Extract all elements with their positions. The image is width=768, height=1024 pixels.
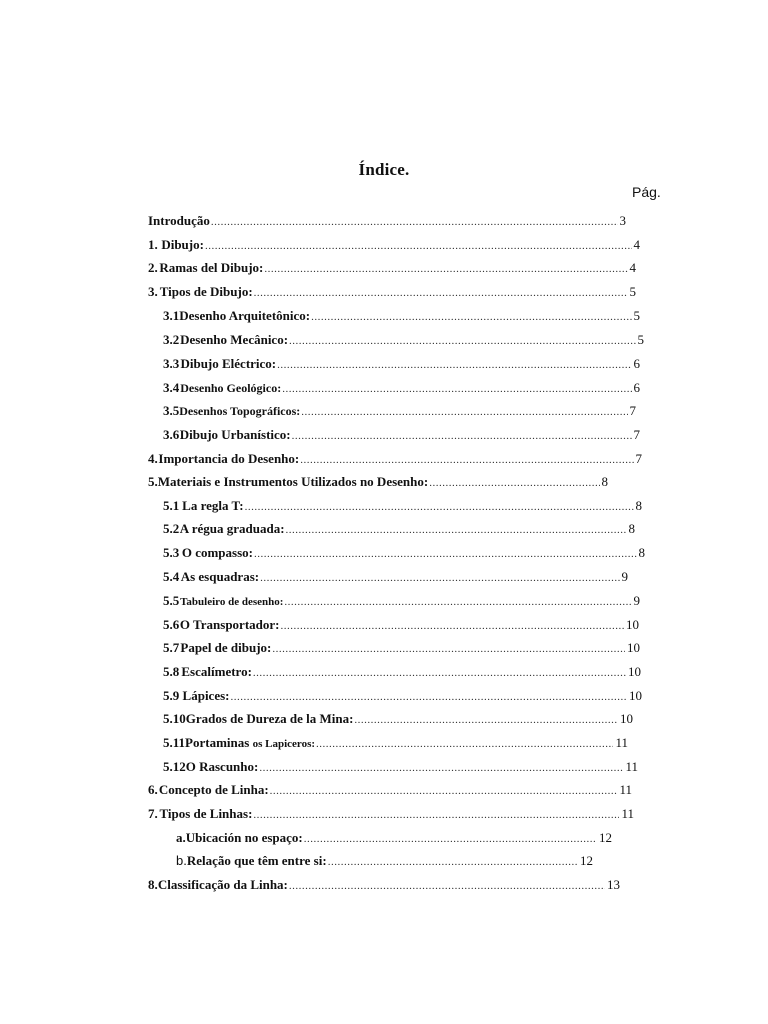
toc-entry-6[interactable] bbox=[148, 782, 632, 800]
toc-entry-label: Escalímetro: bbox=[181, 664, 252, 679]
toc-entry-page: 4 bbox=[633, 237, 640, 252]
toc-entry-number: 3.2 bbox=[163, 332, 180, 347]
toc-entry-3-1[interactable] bbox=[163, 308, 640, 326]
toc-entry-5-4[interactable] bbox=[163, 569, 628, 587]
toc-entry-5-5[interactable] bbox=[163, 593, 640, 611]
toc-entry-label: Ramas del Dibujo: bbox=[159, 260, 264, 275]
dot-leader bbox=[253, 809, 619, 821]
toc-entry-label: Lápices: bbox=[182, 688, 230, 703]
toc-entry-5-8[interactable] bbox=[163, 664, 641, 682]
toc-entry-label: Relação que têm entre si: bbox=[186, 853, 327, 868]
dot-leader bbox=[280, 620, 624, 632]
toc-entry-label: La regla T: bbox=[182, 498, 244, 513]
toc-entry-label: Tipos de Dibujo: bbox=[159, 284, 253, 299]
toc-entry-number: 5.12 bbox=[163, 759, 186, 774]
toc-entry-3-4[interactable] bbox=[163, 380, 640, 398]
dot-leader bbox=[259, 762, 623, 774]
toc-entry-label: Classificação da Linha: bbox=[157, 877, 288, 892]
toc-entry-page: 9 bbox=[633, 593, 640, 608]
toc-entry-number: 1. bbox=[148, 237, 158, 252]
dot-leader bbox=[316, 738, 613, 750]
dot-leader bbox=[254, 548, 637, 560]
toc-entry-page: 8 bbox=[601, 474, 608, 489]
toc-entry-number: 5.4 bbox=[163, 569, 180, 584]
toc-entry-number: 6. bbox=[148, 782, 158, 797]
toc-entry-page: 5 bbox=[633, 308, 640, 323]
dot-leader bbox=[277, 359, 631, 371]
toc-entry-page: 8 bbox=[635, 498, 642, 513]
toc-entry-5-11[interactable] bbox=[163, 735, 628, 753]
toc-entry-page: 9 bbox=[621, 569, 628, 584]
toc-entry-3-6[interactable] bbox=[163, 427, 640, 445]
toc-entry-number: b. bbox=[176, 853, 187, 868]
toc-entry-label-main: Portaminas bbox=[185, 735, 250, 750]
dot-leader bbox=[264, 263, 627, 275]
toc-entry-label: Dibujo Eléctrico: bbox=[180, 356, 277, 371]
toc-entry-5-10[interactable] bbox=[163, 711, 633, 729]
dot-leader bbox=[429, 477, 599, 489]
toc-entry-number: 5.7 bbox=[163, 640, 180, 655]
dot-leader bbox=[328, 856, 578, 868]
toc-entry-7-a[interactable] bbox=[176, 830, 612, 848]
toc-entry-label: Dibujo Urbanístico: bbox=[179, 427, 291, 442]
toc-entry-page: 5 bbox=[637, 332, 644, 347]
toc-entry-page: 10 bbox=[629, 688, 642, 703]
toc-entry-number: 5.3 bbox=[163, 545, 180, 560]
toc-entry-number: 4. bbox=[148, 451, 158, 466]
toc-entry-page: 5 bbox=[629, 284, 636, 299]
toc-entry-number: 5.8 bbox=[163, 664, 180, 679]
toc-entry-5-7[interactable] bbox=[163, 640, 640, 658]
toc-entry-5-1[interactable] bbox=[163, 498, 642, 516]
toc-entry-5-2[interactable] bbox=[163, 521, 635, 539]
dot-leader bbox=[304, 833, 597, 845]
dot-leader bbox=[205, 240, 632, 252]
dot-leader bbox=[292, 430, 632, 442]
toc-entry-label: Importancia do Desenho: bbox=[158, 451, 300, 466]
toc-entry-number: 3. bbox=[148, 284, 158, 299]
toc-entry-number: 5.9 bbox=[163, 688, 180, 703]
toc-entry-label: Desenho Mecânico: bbox=[180, 332, 289, 347]
toc-entry-page: 6 bbox=[633, 380, 640, 395]
toc-entry-5-9[interactable] bbox=[163, 688, 642, 706]
toc-entry-number: 3.5 bbox=[163, 403, 180, 418]
dot-leader bbox=[260, 572, 619, 584]
toc-entry-page: 12 bbox=[599, 830, 612, 845]
toc-entry-page: 11 bbox=[615, 735, 628, 750]
toc-entry-page: 7 bbox=[633, 427, 640, 442]
toc-entry-2[interactable] bbox=[148, 260, 636, 278]
toc-entry-page: 10 bbox=[628, 664, 641, 679]
dot-leader bbox=[282, 383, 631, 395]
dot-leader bbox=[253, 667, 626, 679]
toc-entry-5-12[interactable] bbox=[163, 759, 638, 777]
toc-entry-page: 11 bbox=[619, 782, 632, 797]
toc-entry-page: 10 bbox=[620, 711, 633, 726]
toc-entry-page: 11 bbox=[621, 806, 634, 821]
toc-entry-page: 13 bbox=[607, 877, 620, 892]
toc-entry-page: 7 bbox=[635, 451, 642, 466]
toc-entry-3-5[interactable] bbox=[163, 403, 636, 421]
dot-leader bbox=[300, 454, 633, 466]
dot-leader bbox=[254, 287, 628, 299]
toc-entry-number: 3.4 bbox=[163, 380, 180, 395]
toc-entry-page: 10 bbox=[627, 640, 640, 655]
toc-entry-label: Tipos de Linhas: bbox=[159, 806, 253, 821]
toc-entry-label: Ubicación no espaço: bbox=[185, 830, 303, 845]
toc-entry-label: As esquadras: bbox=[180, 569, 260, 584]
toc-entry-3[interactable] bbox=[148, 284, 636, 302]
dot-leader bbox=[284, 596, 631, 608]
toc-entry-number: a. bbox=[176, 830, 186, 845]
dot-leader bbox=[301, 406, 627, 418]
dot-leader bbox=[289, 880, 605, 892]
toc-entry-page: 8 bbox=[638, 545, 645, 560]
toc-entry-label: A régua graduada: bbox=[179, 521, 285, 536]
toc-entry-5[interactable] bbox=[148, 474, 608, 492]
toc-entry-number: 2. bbox=[148, 260, 158, 275]
toc-entry-page: 6 bbox=[633, 356, 640, 371]
toc-entry-label: Desenhos Topográficos: bbox=[179, 404, 301, 418]
toc-entry-label: O compasso: bbox=[181, 545, 253, 560]
toc-entry-page: 7 bbox=[629, 403, 636, 418]
toc-entry-number: 3.6 bbox=[163, 427, 180, 442]
toc-entry-5-6[interactable] bbox=[163, 617, 639, 635]
dot-leader bbox=[245, 501, 634, 513]
toc-entry-label: O Transportador: bbox=[179, 617, 280, 632]
toc-entry-label: Tabuleiro de desenho: bbox=[180, 596, 284, 608]
toc-entry-7[interactable] bbox=[148, 806, 634, 824]
dot-leader bbox=[311, 311, 631, 323]
toc-entry-number: 7. bbox=[148, 806, 158, 821]
toc-entry-number: 3.1 bbox=[163, 308, 180, 323]
toc-entry-label: Concepto de Linha: bbox=[158, 782, 269, 797]
toc-entry-number: 5.6 bbox=[163, 617, 180, 632]
dot-leader bbox=[354, 714, 618, 726]
toc-entry-3-2[interactable] bbox=[163, 332, 644, 350]
toc-entry-page: 3 bbox=[619, 213, 626, 228]
toc-entry-label-suffix: os Lapiceros: bbox=[252, 738, 316, 750]
toc-entry-page: 4 bbox=[629, 260, 636, 275]
toc-entry-3-3[interactable] bbox=[163, 356, 640, 374]
toc-entry-number: 3.3 bbox=[163, 356, 180, 371]
toc-entry-1[interactable] bbox=[148, 237, 640, 255]
toc-entry-5-3[interactable] bbox=[163, 545, 645, 563]
dot-leader bbox=[231, 691, 628, 703]
dot-leader bbox=[211, 216, 618, 228]
toc-entry-label: Papel de dibujo: bbox=[180, 640, 272, 655]
toc-entry-page: 12 bbox=[580, 853, 593, 868]
page-column-header: Pág. bbox=[632, 184, 661, 200]
toc-entry-number: 5.10 bbox=[163, 711, 186, 726]
toc-entry-number: 5.2 bbox=[163, 521, 180, 536]
toc-entry-number: 5.1 bbox=[163, 498, 180, 513]
toc-entry-introducao[interactable] bbox=[148, 213, 626, 231]
toc-entry-label bbox=[185, 735, 315, 751]
dot-leader bbox=[270, 785, 618, 797]
toc-entry-label: Desenho Geológico: bbox=[180, 381, 282, 395]
toc-entry-8[interactable] bbox=[148, 877, 620, 895]
toc-entry-label: Dibujo: bbox=[161, 237, 204, 252]
toc-entry-number: 5.5 bbox=[163, 593, 180, 608]
toc-entry-label: Desenho Arquitetônico: bbox=[179, 308, 311, 323]
toc-entry-number: 5.11 bbox=[163, 735, 186, 750]
toc-entry-label: Introdução bbox=[148, 213, 210, 228]
toc-entry-label: Materiais e Instrumentos Utilizados no Desenho: bbox=[157, 474, 429, 489]
toc-entry-label: O Rascunho: bbox=[185, 759, 259, 774]
document-title: Índice. bbox=[358, 160, 410, 179]
dot-leader bbox=[286, 524, 627, 536]
dot-leader bbox=[272, 643, 625, 655]
toc-entry-number: 8. bbox=[148, 877, 158, 892]
toc-entry-page: 11 bbox=[625, 759, 638, 774]
toc-entry-7-b[interactable] bbox=[176, 853, 593, 871]
toc-entry-4[interactable] bbox=[148, 451, 642, 469]
dot-leader bbox=[289, 335, 635, 347]
toc-entry-page: 10 bbox=[626, 617, 639, 632]
toc-entry-number: 5. bbox=[148, 474, 158, 489]
toc-entry-label: Grados de Dureza de la Mina: bbox=[185, 711, 354, 726]
toc-entry-page: 8 bbox=[628, 521, 635, 536]
